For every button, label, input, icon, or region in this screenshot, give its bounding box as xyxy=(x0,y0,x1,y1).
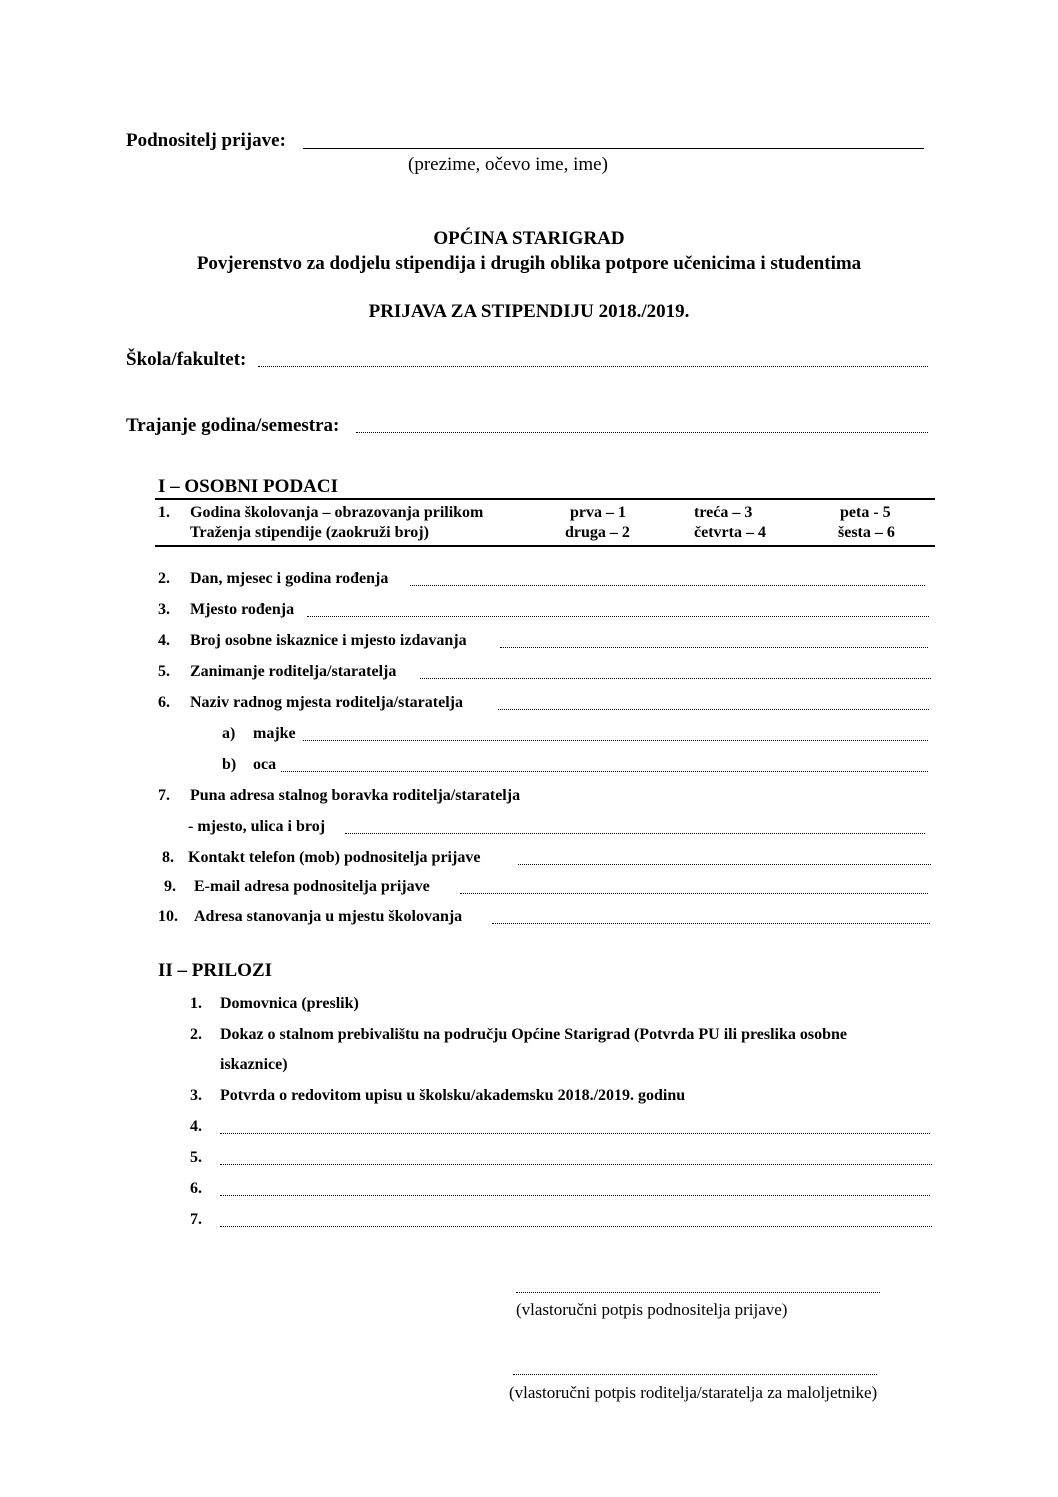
applicant-hint: (prezime, očevo ime, ime) xyxy=(408,154,608,175)
parent-signature-label: (vlastoručni potpis roditelja/staratelja za maloljetnike) xyxy=(509,1383,878,1402)
item-field[interactable] xyxy=(307,616,929,617)
applicant-label: Podnositelj prijave: xyxy=(126,130,286,151)
item-field[interactable] xyxy=(281,771,928,772)
attachment-num: 3. xyxy=(190,1087,202,1104)
item-field[interactable] xyxy=(492,923,930,924)
item-field[interactable] xyxy=(518,864,931,865)
item-num: 6. xyxy=(158,694,170,711)
item-field[interactable] xyxy=(420,678,931,679)
item-label: majke xyxy=(253,725,296,742)
item-num: 9. xyxy=(164,878,176,895)
item-num: b) xyxy=(222,756,237,773)
parent-signature-field[interactable] xyxy=(513,1374,877,1375)
year-label-line1: Godina školovanja – obrazovanja prilikom xyxy=(190,504,484,521)
attachment-field[interactable] xyxy=(220,1226,932,1227)
item-num: 10. xyxy=(158,908,178,925)
year-option[interactable]: šesta – 6 xyxy=(838,524,895,541)
school-field[interactable] xyxy=(258,366,928,367)
attachment-label: Potvrda o redovitom upisu u školsku/akademsku 2018./2019. godinu xyxy=(220,1087,686,1104)
item-label: Kontakt telefon (mob) podnositelja prijave xyxy=(188,849,481,866)
attachment-label: Dokaz o stalnom prebivalištu na području Općine Starigrad (Potvrda PU ili preslika osobne xyxy=(220,1026,848,1043)
item-label: Broj osobne iskaznice i mjesto izdavanja xyxy=(190,632,467,649)
item-num: 3. xyxy=(158,601,170,618)
year-option[interactable]: četvrta – 4 xyxy=(694,524,766,541)
section2-heading: II – PRILOZI xyxy=(158,960,273,981)
attachment-field[interactable] xyxy=(220,1195,930,1196)
item-label: oca xyxy=(253,756,277,773)
year-num: 1. xyxy=(158,504,170,521)
item-field[interactable] xyxy=(303,740,928,741)
attachment-num: 4. xyxy=(190,1118,202,1135)
item-num: 4. xyxy=(158,632,170,649)
item-num: 7. xyxy=(158,787,170,804)
item-label: Zanimanje roditelja/staratelja xyxy=(190,663,397,680)
table-top-rule xyxy=(155,498,935,500)
school-label: Škola/fakultet: xyxy=(126,349,247,370)
committee-title: Povjerenstvo za dodjelu stipendija i drugih oblika potpore učenicima i studentima xyxy=(196,253,862,274)
item-field[interactable] xyxy=(500,647,928,648)
year-option[interactable]: druga – 2 xyxy=(565,524,630,541)
item-field[interactable] xyxy=(410,585,925,586)
item-label: Dan, mjesec i godina rođenja xyxy=(190,570,389,587)
item-field[interactable] xyxy=(345,833,925,834)
attachment-label: iskaznice) xyxy=(220,1056,288,1073)
attachment-num: 1. xyxy=(190,995,202,1012)
applicant-name-field[interactable] xyxy=(303,148,924,149)
item-label: - mjesto, ulica i broj xyxy=(188,818,326,835)
item-label: Adresa stanovanja u mjestu školovanja xyxy=(194,908,463,925)
table-bottom-rule xyxy=(155,545,935,547)
attachment-num: 6. xyxy=(190,1180,202,1197)
item-num: 2. xyxy=(158,570,170,587)
attachment-field[interactable] xyxy=(220,1164,932,1165)
item-label: Naziv radnog mjesta roditelja/staratelja xyxy=(190,694,463,711)
applicant-signature-field[interactable] xyxy=(516,1292,880,1293)
attachment-num: 7. xyxy=(190,1211,202,1228)
year-option[interactable]: prva – 1 xyxy=(570,504,626,521)
item-field[interactable] xyxy=(498,709,929,710)
year-option[interactable]: treća – 3 xyxy=(694,504,753,521)
year-label-line2: Traženja stipendije (zaokruži broj) xyxy=(190,524,429,541)
municipality-title: OPĆINA STARIGRAD xyxy=(433,228,625,249)
attachment-num: 2. xyxy=(190,1026,202,1043)
item-num: 5. xyxy=(158,663,170,680)
item-num: 8. xyxy=(162,849,174,866)
attachment-label: Domovnica (preslik) xyxy=(220,995,359,1012)
applicant-signature-label: (vlastoručni potpis podnositelja prijave) xyxy=(516,1300,788,1319)
item-num: a) xyxy=(222,725,236,742)
duration-field[interactable] xyxy=(356,432,928,433)
item-label: E-mail adresa podnositelja prijave xyxy=(194,878,430,895)
item-label: Mjesto rođenja xyxy=(190,601,295,618)
year-option[interactable]: peta - 5 xyxy=(840,504,891,521)
item-field[interactable] xyxy=(460,893,928,894)
duration-label: Trajanje godina/semestra: xyxy=(126,415,340,436)
attachment-num: 5. xyxy=(190,1149,202,1166)
form-title: PRIJAVA ZA STIPENDIJU 2018./2019. xyxy=(368,301,690,322)
item-label: Puna adresa stalnog boravka roditelja/staratelja xyxy=(190,787,521,804)
attachment-field[interactable] xyxy=(220,1133,930,1134)
section1-heading: I – OSOBNI PODACI xyxy=(158,476,338,497)
